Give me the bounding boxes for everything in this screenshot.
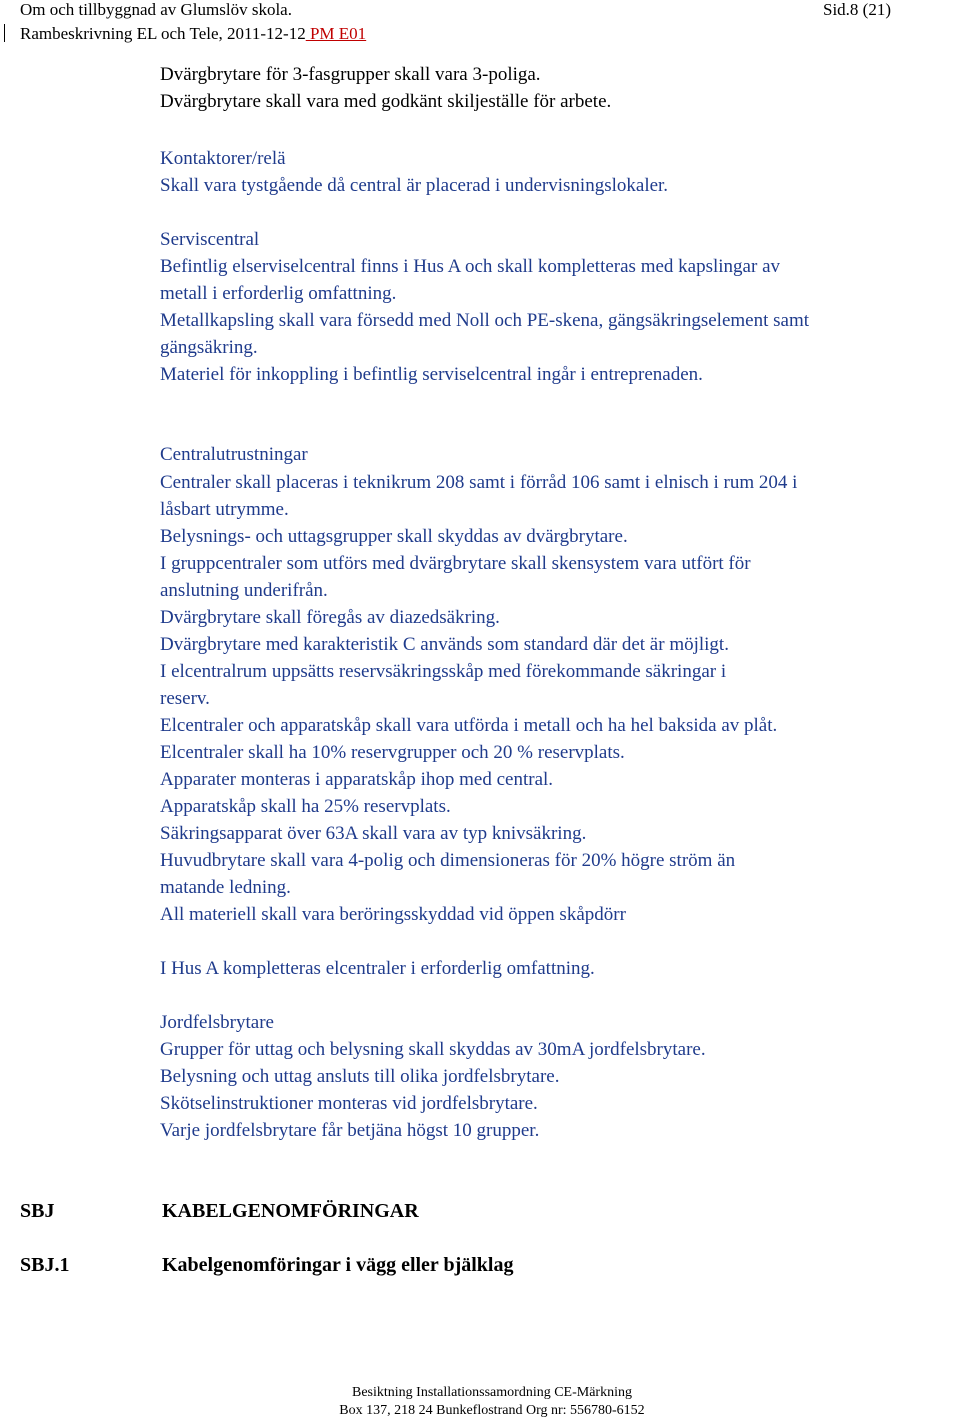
section-code: SBJ.1 xyxy=(20,1254,70,1276)
body-line: Grupper för uttag och belysning skall skyddas av 30mA jordfelsbrytare. xyxy=(160,1039,706,1060)
section-code: SBJ xyxy=(20,1200,55,1222)
document-title: Om och tillbyggnad av Glumslöv skola. xyxy=(20,0,292,19)
body-line: Huvudbrytare skall vara 4-polig och dimensioneras för 20% högre ström än xyxy=(160,850,736,871)
body-line: Apparater monteras i apparatskåp ihop med central. xyxy=(160,769,554,790)
body-line: Befintlig elserviselcentral finns i Hus A och skall kompletteras med kapslingar av xyxy=(160,256,780,277)
body-line: Materiel för inkoppling i befintlig serviselcentral ingår i entreprenaden. xyxy=(160,364,703,385)
body-line: metall i erforderlig omfattning. xyxy=(160,283,397,304)
subtitle-revision-code: PM E01 xyxy=(305,24,367,43)
section-title: Kabelgenomföringar i vägg eller bjälklag xyxy=(162,1254,514,1276)
body-line: I elcentralrum uppsätts reservsäkringsskåp med förekommande säkringar i xyxy=(160,661,727,682)
subtitle-main: Rambeskrivning EL och Tele, 2011-12-12 xyxy=(20,24,306,43)
body-line: Metallkapsling skall vara försedd med Noll och PE-skena, gängsäkringselement samt xyxy=(160,310,810,331)
body-line: Varje jordfelsbrytare får betjäna högst 10 grupper. xyxy=(160,1120,540,1141)
body-line: gängsäkring. xyxy=(160,337,258,358)
body-line: Dvärgbrytare skall vara med godkänt skiljeställe för arbete. xyxy=(160,91,612,112)
page-number: Sid.8 (21) xyxy=(823,0,891,19)
change-bar xyxy=(4,24,5,42)
heading-centralutrustningar: Centralutrustningar xyxy=(160,444,308,465)
body-line: Apparatskåp skall ha 25% reservplats. xyxy=(160,796,451,817)
body-line: låsbart utrymme. xyxy=(160,499,289,520)
body-line: I gruppcentraler som utförs med dvärgbrytare skall skensystem vara utfört för xyxy=(160,553,751,574)
body-line: Elcentraler skall ha 10% reservgrupper och 20 % reservplats. xyxy=(160,742,625,763)
body-line: matande ledning. xyxy=(160,877,291,898)
footer-line: Box 137, 218 24 Bunkeflostrand Org nr: 556780-6152 xyxy=(339,1403,645,1418)
footer-line: Besiktning Installationssamordning CE-Märkning xyxy=(352,1385,632,1400)
body-line: Dvärgbrytare för 3-fasgrupper skall vara 3-poliga. xyxy=(160,64,541,85)
body-line: Säkringsapparat över 63A skall vara av typ knivsäkring. xyxy=(160,823,587,844)
body-line: reserv. xyxy=(160,688,210,709)
heading-jordfelsbrytare: Jordfelsbrytare xyxy=(160,1012,274,1033)
body-line: Centraler skall placeras i teknikrum 208 samt i förråd 106 samt i elnisch i rum 204 i xyxy=(160,472,798,493)
body-line: Dvärgbrytare med karakteristik C används som standard där det är möjligt. xyxy=(160,634,729,655)
body-line: anslutning underifrån. xyxy=(160,580,328,601)
document-subtitle xyxy=(20,24,366,44)
heading-kontaktorer: Kontaktorer/relä xyxy=(160,148,286,169)
body-line: Skötselinstruktioner monteras vid jordfelsbrytare. xyxy=(160,1093,538,1114)
body-line: Dvärgbrytare skall föregås av diazedsäkring. xyxy=(160,607,500,628)
heading-serviscentral: Serviscentral xyxy=(160,229,260,250)
body-line: Skall vara tystgående då central är placerad i undervisningslokaler. xyxy=(160,175,669,196)
body-line: I Hus A kompletteras elcentraler i erforderlig omfattning. xyxy=(160,958,595,979)
body-line: Belysning och uttag ansluts till olika jordfelsbrytare. xyxy=(160,1066,560,1087)
body-line: Elcentraler och apparatskåp skall vara utförda i metall och ha hel baksida av plåt. xyxy=(160,715,778,736)
body-line: All materiell skall vara beröringsskyddad vid öppen skåpdörr xyxy=(160,904,626,925)
section-title: KABELGENOMFÖRINGAR xyxy=(162,1200,419,1222)
body-line: Belysnings- och uttagsgrupper skall skyddas av dvärgbrytare. xyxy=(160,526,628,547)
